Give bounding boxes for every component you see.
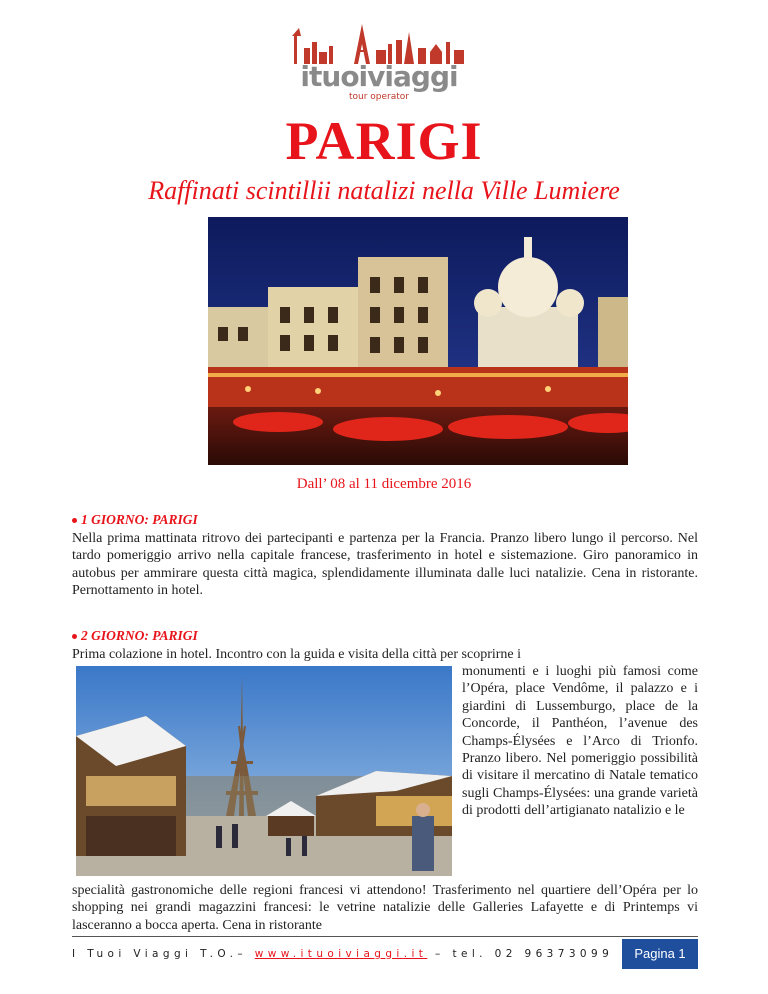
page-footer — [72, 936, 698, 970]
day-2-heading — [72, 628, 198, 644]
bullet-icon — [72, 518, 77, 523]
page-subtitle: Raffinati scintillii natalizi nella Ville Lumiere — [148, 176, 620, 205]
eiffel-christmas-market-photo — [76, 666, 452, 876]
page-number: Pagina 1 — [622, 939, 698, 969]
bullet-icon — [72, 634, 77, 639]
website-link[interactable]: www.ituoiviaggi.it — [254, 947, 428, 960]
day-1-heading-text: 1 GIORNO: PARIGI — [81, 512, 198, 527]
footer-contact — [72, 948, 613, 960]
footer-phone: – tel. 02 96373099 — [427, 947, 614, 960]
day-2-text-intro: Prima colazione in hotel. Incontro con la guida e visita della città per scoprirne i — [72, 647, 522, 662]
day-1-text: Nella prima mattinata ritrovo dei partecipanti e partenza per la Francia. Pranzo libero lungo il percorso. Nel tardo pomeriggio arrivo nella capitale francese, trasferimento in hotel e sistemazione. Giro panoramico in autobus per ammirare questa città magica, splendidamente illuminata dalle luci natalizie. Cena in ristorante. Pernottamento in hotel. — [72, 531, 698, 599]
footer-company: I Tuoi Viaggi T.O.– — [72, 947, 255, 960]
logo-brand: ituoiviaggi — [300, 60, 458, 93]
day-1-heading — [72, 512, 198, 528]
day-2-heading-text: 2 GIORNO: PARIGI — [81, 628, 198, 643]
logo-tagline: tour operator — [348, 92, 409, 102]
trip-dates: Dall’ 08 al 11 dicembre 2016 — [296, 476, 472, 492]
day-2-text-side: monumenti e i luoghi più famosi come l’Opéra, place Vendôme, il palazzo e i giardini di Lussemburgo, place de la Concorde, il Panthéon, l’avenue des Champs-Élysées e l’Arco di Trionfo. Pranzo libero. Nel pomeriggio possibilità di visitare il mercatino di Natale tematico sugli Champs-Élysées: una grande varietà di prodotti dell’artigianato natalizio e le — [462, 664, 698, 819]
day-2-text-rest: specialità gastronomiche delle regioni francesi vi attendono! Trasferimento nel quartiere dell’Opéra per lo shopping nei grandi magazzini francesi: le vetrine natalizie delle Galleries Lafayette e di Printemps vi lasceranno a bocca aperta. Cena in ristorante — [72, 883, 698, 933]
montmartre-night-photo — [208, 217, 628, 465]
company-logo — [284, 22, 474, 102]
page-title: PARIGI — [285, 111, 483, 171]
